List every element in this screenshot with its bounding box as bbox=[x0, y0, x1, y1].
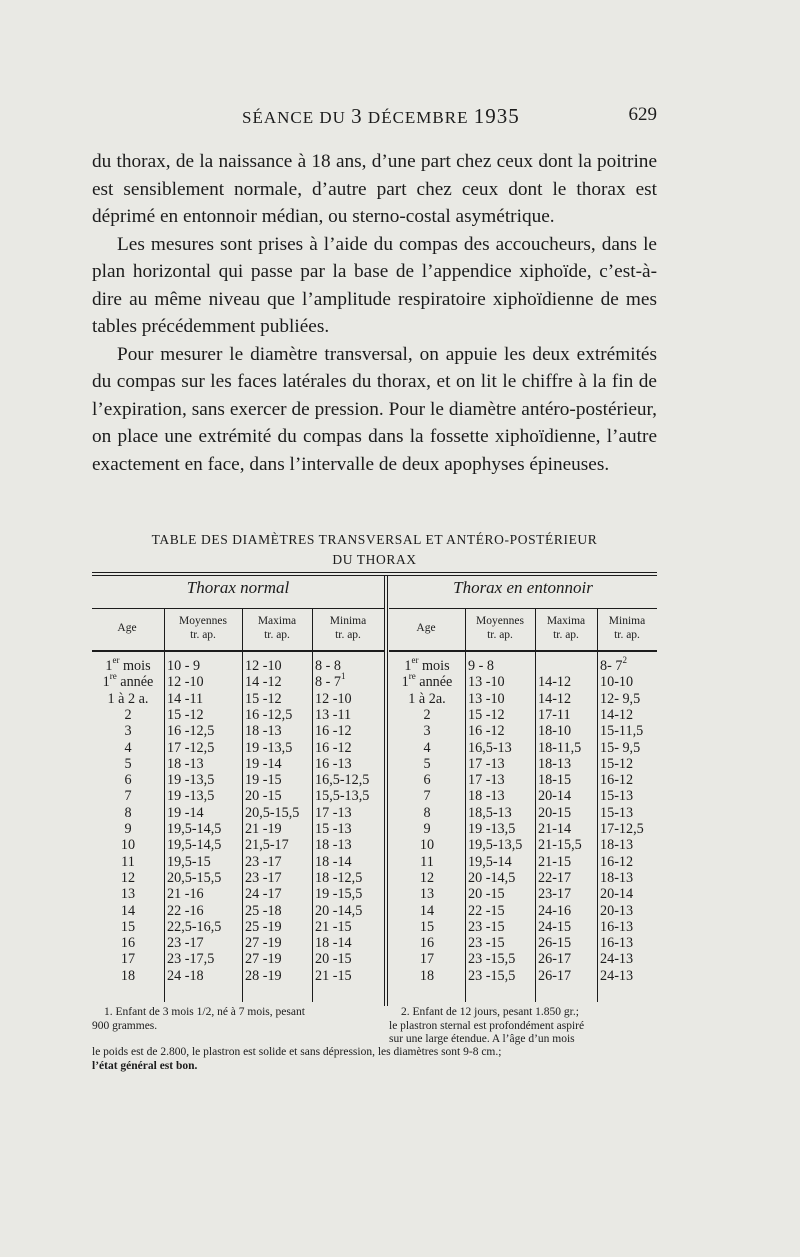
col-maxima-entonnoir-label: Maxima bbox=[546, 615, 586, 627]
cell-age: 6 bbox=[423, 772, 431, 789]
cell-max: 19 -13,5 bbox=[245, 739, 293, 756]
footnote-2-continued-line2: l’état général est bon. bbox=[92, 1059, 198, 1072]
cell-moy: 13 -10 bbox=[468, 674, 505, 691]
col-maxima-normal-label: Maxima bbox=[257, 615, 297, 627]
cell-min: 12- 9,5 bbox=[600, 690, 641, 707]
cell-max: 27 -19 bbox=[245, 935, 282, 952]
cell-max: 28 -19 bbox=[245, 967, 282, 984]
cell-age: 1 à 2 a. bbox=[107, 690, 149, 707]
cell-moy: 19,5-15 bbox=[167, 853, 211, 870]
table-row bbox=[92, 903, 384, 919]
footnote-mark: 1 bbox=[341, 671, 346, 682]
cell-moy: 23 -17 bbox=[167, 935, 204, 952]
cell-max: 21-14 bbox=[538, 821, 572, 837]
table-row bbox=[389, 854, 657, 870]
cell-moy: 14 -11 bbox=[167, 690, 204, 707]
table-row bbox=[92, 772, 384, 788]
cell-min: 8- $7^2$ bbox=[600, 655, 627, 674]
table-title-line1: TABLE DES DIAMÈTRES TRANSVERSAL ET ANTÉRO-POSTÉRIEUR bbox=[151, 532, 598, 547]
table-row bbox=[389, 837, 657, 853]
section-title-normal: Thorax normal bbox=[186, 578, 290, 597]
cell-age: 18 bbox=[419, 967, 435, 984]
cell-moy: 18 -13 bbox=[468, 788, 505, 805]
cell-max: 20 -15 bbox=[245, 788, 282, 805]
running-title-day: 3 bbox=[351, 104, 363, 128]
table-row bbox=[92, 935, 384, 951]
diameter-table bbox=[92, 570, 657, 1005]
cell-age: 3 bbox=[124, 723, 132, 740]
table-row bbox=[92, 837, 384, 853]
col-moyennes-normal bbox=[164, 614, 242, 642]
table-row bbox=[92, 740, 384, 756]
table-row bbox=[92, 691, 384, 707]
cell-max: 20,5-15,5 bbox=[245, 804, 300, 821]
col-minima-entonnoir-label: Minima bbox=[608, 615, 646, 627]
cell-moy: 12 -10 bbox=[167, 674, 204, 691]
table-row bbox=[92, 919, 384, 935]
footnote-1-line1: 1. Enfant de 3 mois 1/2, né à 7 mois, pesant bbox=[104, 1006, 305, 1018]
cell-min: 15-11,5 bbox=[600, 723, 644, 740]
cell-moy: 21 -16 bbox=[167, 886, 204, 903]
cell-min: 15-12 bbox=[600, 755, 634, 772]
cell-moy: 22 -16 bbox=[167, 902, 204, 919]
col-minima-normal-sub: tr. ap. bbox=[335, 629, 361, 641]
cell-age: 8 bbox=[124, 804, 132, 821]
cell-min: 10-10 bbox=[600, 674, 634, 691]
cell-max: 25 -18 bbox=[245, 902, 282, 919]
cell-max: 18-10 bbox=[538, 723, 572, 740]
table-row bbox=[92, 756, 384, 772]
table-row bbox=[389, 935, 657, 951]
cell-max: 26-15 bbox=[538, 935, 572, 952]
cell-age: 6 bbox=[124, 772, 132, 789]
cell-moy: 23 -15,5 bbox=[468, 967, 516, 984]
cell-moy: 19,5-14,5 bbox=[167, 821, 222, 837]
cell-min: 8 - 8 bbox=[315, 658, 342, 674]
cell-age: 17 bbox=[120, 951, 136, 968]
cell-max: 27 -19 bbox=[245, 951, 282, 968]
cell-max: 25 -19 bbox=[245, 918, 282, 935]
running-title-part1: SÉANCE DU bbox=[242, 108, 352, 127]
table-row bbox=[92, 723, 384, 739]
paragraph-1: du thorax, de la naissance à 18 ans, d’une part chez ceux dont la poitrine est sensiblement normale, d’autre part chez ceux dont le thorax est déprimé en entonnoir médian, ou sterno-costal asymétrique. bbox=[92, 151, 657, 227]
cell-moy: 19,5-14,5 bbox=[167, 837, 222, 854]
cell-min: 17-12,5 bbox=[600, 821, 644, 837]
cell-min: 15- 9,5 bbox=[600, 739, 641, 756]
cell-age: 16 bbox=[120, 935, 136, 952]
ordinal-suffix: re bbox=[408, 671, 416, 682]
cell-max: 19 -15 bbox=[245, 772, 282, 789]
cell-min: 16 -12 bbox=[315, 739, 352, 756]
cell-max: 18-11,5 bbox=[538, 739, 582, 756]
table-title-line2: DU THORAX bbox=[332, 552, 417, 567]
cell-age: 17 bbox=[419, 951, 435, 968]
cell-moy: 15 -12 bbox=[468, 706, 505, 723]
running-title-part2: DÉCEMBRE bbox=[362, 108, 474, 127]
cell-moy: 19,5-14 bbox=[468, 853, 512, 870]
cell-age: 1er mois bbox=[404, 655, 450, 674]
table-row bbox=[389, 756, 657, 772]
cell-age: 13 bbox=[120, 886, 136, 903]
cell-min: 15,5-13,5 bbox=[315, 788, 370, 805]
cell-moy: 9 - 8 bbox=[468, 658, 495, 674]
cell-max: 21-15,5 bbox=[538, 837, 582, 854]
footnote-1 bbox=[92, 1006, 384, 1033]
paragraph-3: Pour mesurer le diamètre transversal, on appuie les deux extrémités du compas sur les faces latérales du thorax, et on lit le chiffre à la fin de l’expiration, sans exercer de pression. Pour le diamètre antéro-postérieur, on place une extrémité du compas dans la fossette xiphoïdienne, l’autre exactement en face, dans l’intervalle de deux apophyses épineuses. bbox=[92, 343, 657, 475]
cell-max: 22-17 bbox=[538, 869, 572, 886]
cell-max: 21-15 bbox=[538, 853, 572, 870]
cell-age: 9 bbox=[124, 821, 132, 837]
table-row bbox=[92, 886, 384, 902]
running-title-year: 1935 bbox=[473, 104, 520, 128]
table-row bbox=[389, 655, 657, 674]
cell-age: 8 bbox=[423, 804, 431, 821]
cell-age: 10 bbox=[120, 837, 136, 854]
cell-max: 26-17 bbox=[538, 951, 572, 968]
cell-min: 15-13 bbox=[600, 804, 634, 821]
cell-min: 21 -15 bbox=[315, 918, 352, 935]
cell-age: 1er mois bbox=[105, 655, 151, 674]
cell-max: 24-16 bbox=[538, 902, 572, 919]
cell-age: 7 bbox=[124, 788, 132, 805]
section-title-entonnoir: Thorax en entonnoir bbox=[453, 578, 593, 597]
table-row bbox=[389, 788, 657, 804]
table-row bbox=[389, 805, 657, 821]
cell-moy: 20 -14,5 bbox=[468, 869, 516, 886]
col-age-normal: Age bbox=[117, 622, 137, 634]
table-row bbox=[389, 821, 657, 837]
table-title bbox=[92, 530, 657, 570]
cell-age: 15 bbox=[120, 918, 136, 935]
table-row bbox=[389, 903, 657, 919]
cell-min: 20-13 bbox=[600, 902, 634, 919]
cell-moy: 17 -13 bbox=[468, 772, 505, 789]
cell-moy: 16 -12,5 bbox=[167, 723, 215, 740]
running-title bbox=[242, 104, 520, 129]
cell-age: 12 bbox=[419, 869, 435, 886]
cell-max: 14-12 bbox=[538, 674, 572, 691]
col-maxima-entonnoir-sub: tr. ap. bbox=[553, 629, 579, 641]
cell-moy: 20,5-15,5 bbox=[167, 869, 222, 886]
cell-age: 7 bbox=[423, 788, 431, 805]
cell-age: 3 bbox=[423, 723, 431, 740]
cell-min: 14-12 bbox=[600, 706, 634, 723]
cell-moy: 16,5-13 bbox=[468, 739, 512, 756]
table-row bbox=[92, 707, 384, 723]
footnote-1-line2: 900 grammes. bbox=[92, 1019, 158, 1032]
cell-min: $8 - 7^1$ bbox=[315, 671, 346, 691]
table-row bbox=[389, 740, 657, 756]
cell-age: 13 bbox=[419, 886, 435, 903]
cell-age: 2 bbox=[423, 706, 431, 723]
cell-moy: 23 -15 bbox=[468, 918, 505, 935]
col-minima-normal-label: Minima bbox=[329, 615, 367, 627]
cell-max: 15 -12 bbox=[245, 690, 282, 707]
cell-moy: 23 -17,5 bbox=[167, 951, 215, 968]
table-row bbox=[389, 870, 657, 886]
cell-age: 1re année bbox=[102, 671, 154, 691]
cell-age: 18 bbox=[120, 967, 136, 984]
table-normal bbox=[92, 570, 384, 1005]
col-age-entonnoir: Age bbox=[416, 622, 436, 634]
cell-min: 19 -15,5 bbox=[315, 886, 363, 903]
cell-max: 16 -12,5 bbox=[245, 706, 293, 723]
cell-moy: 22 -15 bbox=[468, 902, 505, 919]
cell-min: 15 -13 bbox=[315, 821, 352, 837]
cell-age: 4 bbox=[124, 739, 132, 756]
footnote-2-line2: le plastron sternal est profondément aspiré bbox=[389, 1019, 585, 1032]
table-row bbox=[389, 886, 657, 902]
cell-max: 24-15 bbox=[538, 918, 572, 935]
table-row bbox=[389, 919, 657, 935]
ordinal-suffix: er bbox=[112, 655, 120, 665]
cell-moy: 19 -13,5 bbox=[468, 821, 516, 837]
cell-min: 16-13 bbox=[600, 935, 634, 952]
running-header bbox=[92, 104, 657, 134]
header-bottom-rule-normal bbox=[92, 650, 384, 652]
cell-min: 18-13 bbox=[600, 837, 634, 854]
cell-moy: 18 -13 bbox=[167, 755, 204, 772]
cell-max: 18 -13 bbox=[245, 723, 282, 740]
cell-max: 20-15 bbox=[538, 804, 572, 821]
table-row bbox=[389, 772, 657, 788]
table-row bbox=[389, 671, 657, 691]
cell-max: 26-17 bbox=[538, 967, 572, 984]
body-text bbox=[92, 148, 657, 478]
cell-min: 18 -12,5 bbox=[315, 869, 363, 886]
table-row bbox=[389, 723, 657, 739]
col-maxima-normal-sub: tr. ap. bbox=[264, 629, 290, 641]
table-entonnoir bbox=[389, 570, 657, 1005]
table-row bbox=[92, 671, 384, 691]
cell-moy: 20 -15 bbox=[468, 886, 505, 903]
paragraph-2: Les mesures sont prises à l’aide du compas des accoucheurs, dans le plan horizontal qui passe par la base de l’appendice xiphoïde, c’est-à-dire au même niveau que l’amplitude respiratoire xiphoïdienne de mes tables précédemment publiées. bbox=[92, 233, 657, 337]
cell-min: 24-13 bbox=[600, 951, 634, 968]
cell-min: 13 -11 bbox=[315, 706, 352, 723]
table-row bbox=[389, 968, 657, 984]
table-row bbox=[92, 854, 384, 870]
header-rule-entonnoir bbox=[389, 608, 657, 609]
footnote-2-continued-line1: le poids est de 2.800, le plastron est solide et sans dépression, les diamètres sont 9-8 cm.; bbox=[92, 1046, 502, 1058]
header-bottom-rule-entonnoir bbox=[389, 650, 657, 652]
col-minima-normal bbox=[312, 614, 384, 642]
footnote-2-continued bbox=[92, 1046, 657, 1073]
header-rule-normal bbox=[92, 608, 384, 609]
col-minima-entonnoir-sub: tr. ap. bbox=[614, 629, 640, 641]
cell-age: 15 bbox=[419, 918, 435, 935]
cell-moy: 16 -12 bbox=[468, 723, 505, 740]
cell-age: 9 bbox=[423, 821, 431, 837]
col-moyennes-entonnoir-label: Moyennes bbox=[476, 615, 524, 627]
col-maxima-normal bbox=[242, 614, 312, 642]
cell-age: 16 bbox=[419, 935, 435, 952]
cell-max: 23 -17 bbox=[245, 853, 282, 870]
col-maxima-entonnoir bbox=[535, 614, 597, 642]
cell-min: 12 -10 bbox=[315, 690, 352, 707]
cell-age: 1re année bbox=[401, 671, 453, 691]
table-center-divider bbox=[384, 576, 388, 1006]
cell-age: 11 bbox=[420, 853, 434, 870]
col-moyennes-normal-label: Moyennes bbox=[179, 615, 227, 627]
cell-age: 5 bbox=[423, 755, 431, 772]
cell-max: 24 -17 bbox=[245, 886, 282, 903]
ordinal-suffix: er bbox=[411, 655, 419, 665]
footnote-2 bbox=[389, 1006, 657, 1047]
cell-age: 1 à 2a. bbox=[408, 690, 446, 707]
cell-max: 14-12 bbox=[538, 690, 572, 707]
cell-moy: 17 -12,5 bbox=[167, 739, 215, 756]
cell-max: 23-17 bbox=[538, 886, 572, 903]
table-row bbox=[389, 707, 657, 723]
cell-max: 18-13 bbox=[538, 755, 572, 772]
col-moyennes-entonnoir bbox=[465, 614, 535, 642]
cell-age: 4 bbox=[423, 739, 431, 756]
cell-moy: 10 - 9 bbox=[167, 658, 201, 674]
table-row bbox=[92, 951, 384, 967]
col-moyennes-entonnoir-sub: tr. ap. bbox=[487, 629, 513, 641]
cell-moy: 19,5-13,5 bbox=[468, 837, 523, 854]
cell-min: 24-13 bbox=[600, 967, 634, 984]
footnote-mark: 2 bbox=[622, 655, 627, 665]
cell-max: 17-11 bbox=[538, 706, 571, 723]
cell-min: 16,5-12,5 bbox=[315, 772, 370, 789]
cell-moy: 19 -14 bbox=[167, 804, 204, 821]
cell-min: 16-12 bbox=[600, 772, 634, 789]
cell-moy: 24 -18 bbox=[167, 967, 204, 984]
cell-age: 14 bbox=[419, 902, 435, 919]
cell-max: 18-15 bbox=[538, 772, 572, 789]
cell-max: 19 -14 bbox=[245, 755, 282, 772]
page-number: 629 bbox=[628, 104, 657, 125]
table-row bbox=[92, 821, 384, 837]
cell-min: 18 -13 bbox=[315, 837, 352, 854]
cell-age: 12 bbox=[120, 869, 136, 886]
cell-max: 23 -17 bbox=[245, 869, 282, 886]
cell-min: 20 -14,5 bbox=[315, 902, 363, 919]
cell-moy: 19 -13,5 bbox=[167, 788, 215, 805]
table-row bbox=[92, 968, 384, 984]
footnote-2-line3: sur une large étendue. A l’âge d’un mois bbox=[389, 1033, 575, 1045]
cell-age: 11 bbox=[121, 853, 135, 870]
cell-moy: 23 -15,5 bbox=[468, 951, 516, 968]
cell-max: 12 -10 bbox=[245, 658, 282, 674]
cell-moy: 18,5-13 bbox=[468, 804, 512, 821]
cell-age: 5 bbox=[124, 755, 132, 772]
cell-min: 17 -13 bbox=[315, 804, 352, 821]
footnote-2-line1: 2. Enfant de 12 jours, pesant 1.850 gr.; bbox=[401, 1006, 579, 1018]
table-row bbox=[92, 805, 384, 821]
col-minima-entonnoir bbox=[597, 614, 657, 642]
cell-max: 14 -12 bbox=[245, 674, 282, 691]
col-moyennes-normal-sub: tr. ap. bbox=[190, 629, 216, 641]
cell-min: 18 -14 bbox=[315, 853, 352, 870]
cell-min: 16-12 bbox=[600, 853, 634, 870]
table-row bbox=[389, 691, 657, 707]
cell-min: 16-13 bbox=[600, 918, 634, 935]
cell-moy: 13 -10 bbox=[468, 690, 505, 707]
table-row bbox=[92, 788, 384, 804]
cell-min: 20 -15 bbox=[315, 951, 352, 968]
cell-moy: 17 -13 bbox=[468, 755, 505, 772]
cell-min: 21 -15 bbox=[315, 967, 352, 984]
table-row bbox=[92, 870, 384, 886]
cell-moy: 22,5-16,5 bbox=[167, 918, 222, 935]
cell-min: 16 -13 bbox=[315, 755, 352, 772]
cell-age: 10 bbox=[419, 837, 435, 854]
cell-age: 2 bbox=[124, 706, 132, 723]
cell-age: 14 bbox=[120, 902, 136, 919]
cell-min: 20-14 bbox=[600, 886, 634, 903]
cell-max: 21,5-17 bbox=[245, 837, 289, 854]
cell-max: 20-14 bbox=[538, 788, 572, 805]
cell-moy: 23 -15 bbox=[468, 935, 505, 952]
cell-min: 16 -12 bbox=[315, 723, 352, 740]
cell-moy: 19 -13,5 bbox=[167, 772, 215, 789]
ordinal-suffix: re bbox=[109, 671, 117, 682]
cell-min: 15-13 bbox=[600, 788, 634, 805]
table-row bbox=[389, 951, 657, 967]
cell-min: 18 -14 bbox=[315, 935, 352, 952]
cell-moy: 15 -12 bbox=[167, 706, 204, 723]
cell-max: 21 -19 bbox=[245, 821, 282, 837]
cell-min: 18-13 bbox=[600, 869, 634, 886]
